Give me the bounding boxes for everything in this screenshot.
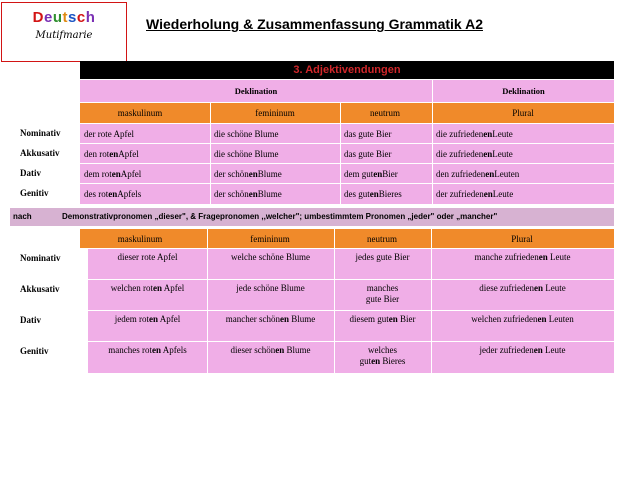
cell-text: Leute [492, 129, 513, 139]
table-cell [214, 144, 279, 164]
cell-text: dieser rote Apfel [117, 252, 178, 262]
cell-content [108, 345, 186, 356]
logo-letter: t [62, 9, 68, 26]
row-label: Nominativ [20, 128, 61, 138]
row-divider [88, 341, 614, 342]
ending-highlight: en [388, 314, 398, 324]
cell-text: des gut [344, 189, 370, 199]
cell-content [111, 283, 184, 294]
cell-content [231, 345, 311, 356]
cell-text: Apfels [160, 345, 187, 355]
column-divider [432, 103, 433, 204]
row-label: Dativ [20, 168, 41, 178]
table-cell [84, 184, 141, 204]
cell-content [115, 314, 181, 325]
row-divider [80, 183, 614, 184]
cell-text: Bieres [378, 189, 402, 199]
cell-text: die zufrieden [436, 149, 484, 159]
table-cell [431, 343, 614, 371]
row-divider [88, 248, 614, 249]
cell-content [366, 283, 399, 305]
nach-bar [10, 208, 614, 226]
cell-text: der schön [214, 169, 249, 179]
cell-text: Apfel [120, 169, 142, 179]
cell-text: den rot [84, 149, 110, 159]
table-cell [214, 184, 282, 204]
table-cell [88, 343, 207, 371]
table-cell [84, 144, 139, 164]
deklination-label-right: Deklination [502, 86, 545, 96]
cell-text: manches rot [108, 345, 152, 355]
ending-highlight: en [485, 169, 495, 179]
ending-highlight: en [248, 169, 258, 179]
cell-content [471, 314, 573, 325]
cell-content [118, 252, 178, 263]
cell-text: Bier [397, 314, 416, 324]
ending-highlight: en [108, 189, 118, 199]
table-cell [84, 164, 141, 184]
column-divider [210, 103, 211, 204]
table-cell [431, 312, 614, 340]
cell-text: jedes gute Bier [355, 252, 410, 262]
cell-content [480, 345, 566, 356]
column-divider [340, 103, 341, 204]
cell-text: diesem gut [349, 314, 389, 324]
row-divider [80, 163, 614, 164]
table-cell [436, 144, 513, 164]
cell-text: welchen rot [110, 283, 153, 293]
ending-highlight: en [111, 169, 121, 179]
cell-text: der zufrieden [436, 189, 484, 199]
logo-letter: e [43, 9, 53, 26]
column-header: Plural [511, 233, 533, 244]
cell-text: Leute [542, 283, 566, 293]
cell-text: gute Bier [365, 294, 400, 304]
table-cell [207, 312, 334, 340]
cell-text: Apfel [118, 149, 139, 159]
ending-highlight: en [483, 129, 493, 139]
cell-text: Apfel [158, 314, 181, 324]
ending-highlight: en [369, 189, 379, 199]
cell-text: jeder zufrieden [479, 345, 534, 355]
logo-subtitle: Mutifmarie [35, 30, 93, 41]
nach-lead: nach [13, 212, 32, 221]
table-cell [334, 250, 431, 278]
cell-text: das gute Bier [344, 149, 392, 159]
table-cell [344, 164, 398, 184]
table-cell [344, 124, 392, 144]
cell-content [231, 252, 310, 263]
deklination-header-left [80, 80, 432, 102]
cell-text: gut [359, 356, 372, 366]
row-label: Akkusativ [20, 148, 60, 158]
ending-highlight: en [373, 169, 383, 179]
table-cell [344, 184, 402, 204]
table-cell [431, 281, 614, 309]
column-header: Plural [512, 108, 534, 118]
table-cell [84, 124, 134, 144]
ending-highlight: en [371, 356, 381, 366]
cell-content [360, 345, 406, 367]
ending-highlight: en [152, 283, 162, 293]
cell-text: jede schöne Blume [236, 283, 305, 293]
cell-text: dieser schön [230, 345, 276, 355]
table-cell [88, 281, 207, 309]
row-divider [80, 123, 614, 124]
logo-letter: s [68, 9, 77, 26]
table-cell [334, 312, 431, 340]
column-divider [334, 229, 335, 373]
cell-text: Apfels [117, 189, 142, 199]
cell-text: Leute [542, 345, 566, 355]
cell-text: die schöne Blume [214, 149, 279, 159]
cell-text: Bier [382, 169, 398, 179]
cell-text: mancher schön [225, 314, 280, 324]
cell-text: den zufrieden [436, 169, 486, 179]
ending-highlight: en [248, 189, 258, 199]
cell-text: welchen zufrieden [471, 314, 538, 324]
ending-highlight: en [483, 149, 493, 159]
column-header: femininum [250, 233, 290, 244]
table-cell [207, 250, 334, 278]
row-label: Dativ [20, 315, 41, 325]
cell-text: das gute Bier [344, 129, 392, 139]
table-cell [207, 281, 334, 309]
row-label: Nominativ [20, 253, 61, 263]
cell-text: dem gut [344, 169, 374, 179]
column-header: maskulinum [117, 108, 163, 118]
cell-text: die schöne Blume [214, 129, 279, 139]
cell-text: jedem rot [114, 314, 149, 324]
cell-text: Apfel [161, 283, 185, 293]
ending-highlight: en [533, 283, 543, 293]
logo-letter: c [76, 9, 86, 26]
cell-content [475, 252, 571, 263]
cell-content [236, 283, 304, 294]
logo-letter: h [85, 9, 96, 26]
row-label: Akkusativ [20, 284, 60, 294]
cell-content [479, 283, 565, 294]
column-header: femininum [255, 108, 295, 118]
deklination-header-right [433, 80, 614, 102]
table-cell [88, 250, 207, 278]
ending-highlight: en [149, 314, 158, 324]
table-cell [207, 343, 334, 371]
cell-text: Leuten [494, 169, 520, 179]
table-cell [334, 281, 431, 309]
cell-text: Blume [257, 169, 282, 179]
row-label: Genitiv [20, 188, 49, 198]
cell-content [226, 314, 315, 325]
row-divider [88, 310, 614, 311]
cell-content [350, 314, 416, 325]
ending-highlight: en [109, 149, 119, 159]
cell-text: Blume [284, 345, 311, 355]
table-cell [334, 343, 431, 371]
ending-highlight: en [483, 189, 493, 199]
table-cell [436, 124, 513, 144]
logo-wordmark [2, 9, 126, 26]
column-divider [207, 229, 208, 373]
table-cell [436, 164, 519, 184]
cell-text: diese zufrieden [479, 283, 534, 293]
column-header: maskulinum [117, 233, 163, 244]
section-title: 3. Adjektivendungen [80, 61, 614, 79]
logo-letter: D [32, 9, 44, 26]
row-divider [80, 143, 614, 144]
cell-text: dem rot [84, 169, 112, 179]
cell-text: Bieres [380, 356, 406, 366]
logo-letter: u [52, 9, 63, 26]
column-header: neutrum [370, 108, 400, 118]
table-cell [214, 164, 282, 184]
cell-text: der schön [214, 189, 249, 199]
cell-text: Leute [547, 252, 571, 262]
ending-highlight: en [279, 314, 289, 324]
cell-text: Leute [492, 189, 514, 199]
logo [1, 2, 127, 62]
cell-text: manche zufrieden [474, 252, 539, 262]
cell-content [356, 252, 410, 263]
ending-highlight: en [151, 345, 161, 355]
nach-text: Demonstrativpronomen „dieser", & Fragepronomen ,,welcher"; umbestimmtem Pronomen „jeder" oder „mancher" [62, 212, 498, 221]
ending-highlight: en [537, 314, 547, 324]
page-title: Wiederholung & Zusammenfassung Grammatik A2 [146, 16, 483, 32]
cell-text: welches [367, 345, 397, 355]
cell-text: Leuten [546, 314, 574, 324]
column-divider [432, 80, 433, 103]
deklination-label-left: Deklination [234, 86, 278, 96]
column-divider [431, 229, 432, 373]
ending-highlight: en [275, 345, 285, 355]
row-divider [88, 279, 614, 280]
cell-text: des rot [84, 189, 109, 199]
cell-text: die zufrieden [436, 129, 484, 139]
cell-text: Blume [288, 314, 316, 324]
cell-text: Leute [492, 149, 513, 159]
ending-highlight: en [533, 345, 543, 355]
cell-text: der rote Apfel [84, 129, 134, 139]
table-cell [88, 312, 207, 340]
cell-text: Blume [257, 189, 282, 199]
ending-highlight: en [538, 252, 548, 262]
table-cell [214, 124, 279, 144]
row-label: Genitiv [20, 346, 49, 356]
cell-text: manches [366, 283, 399, 293]
cell-text: welche schöne Blume [231, 252, 310, 262]
table-cell [344, 144, 392, 164]
column-header: neutrum [367, 233, 397, 244]
table-cell [431, 250, 614, 278]
table-cell [436, 184, 513, 204]
